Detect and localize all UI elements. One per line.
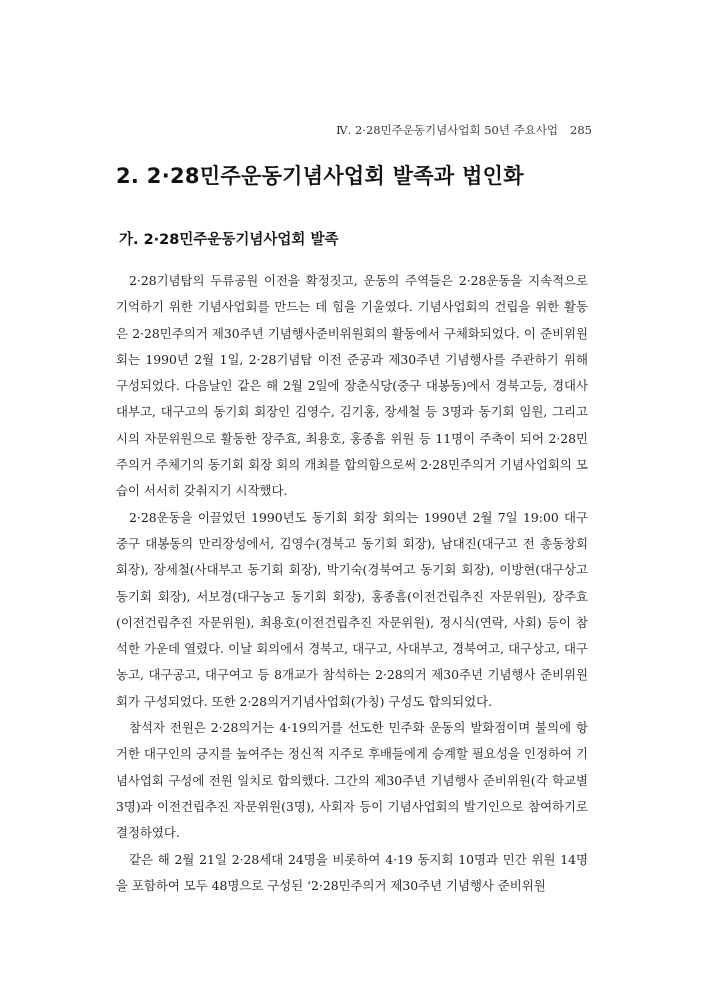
paragraph: 2·28운동을 이끌었던 1990년도 동기회 회장 회의는 1990년 2월 7일 19:00 대구 중구 대봉동의 만리장성에서, 김영수(경북고 동기회 회장), 남대진(대구고 전 총동창회 회장), 장세철(사대부고 동기회 회장), 박기숙(경북여고 동기회 회장), 이방현(대구상고 동기회 회장), 서보경(대구농고 동기회 회장), 홍종흠(이전건립추진 자문위원), 장주효(이전건립추진 자문위원), 최용호(이전건립추진 자문위원), 정시식(연락, 사회) 등이 참석한 가운데 열렸다. 이날 회의에서 경북고, 대구고, 사대부고, 경북여고, 대구상고, 대구농고, 대구공고, 대구여고 등 8개교가 참석하는 2·28의거 제30주년 기념행사 준비위원회가 구성되었다. 또한 2·28의거기념사업회(가칭) 구성도 합의되었다. bbox=[116, 509, 588, 709]
paragraph: 참석자 전원은 2·28의거는 4·19의거를 선도한 민주화 운동의 발화점이며 불의에 항거한 대구인의 긍지를 높여주는 정신적 지주로 후배들에게 승계할 필요성을 인정하여 기념사업회 구성에 전원 일치로 합의했다. 그간의 제30주년 기념행사 준비위원(각 학교별 3명)과 이전건립추진 자문위원(3명), 사회자 등이 기념사업회의 발기인으로 참여하기로 결정하였다. bbox=[116, 720, 588, 841]
page-number: 285 bbox=[570, 123, 592, 137]
section-title: 2. 2·28민주운동기념사업회 발족과 법인화 bbox=[116, 164, 524, 188]
body-text bbox=[116, 268, 588, 899]
paragraph: 같은 해 2월 21일 2·28세대 24명을 비롯하여 4·19 동지회 10명과 민간 위원 14명을 포함하여 모두 48명으로 구성된 ‘2·28민주의거 제30주년 기념행사 준비위원 bbox=[116, 851, 588, 893]
subsection-title: 가. 2·28민주운동기념사업회 발족 bbox=[119, 232, 339, 248]
running-header bbox=[336, 122, 592, 138]
running-header-title: Ⅳ. 2·28민주운동기념사업회 50년 주요사업 bbox=[336, 123, 559, 137]
paragraph: 2·28기념탑의 두류공원 이전을 확정짓고, 운동의 주역들은 2·28운동을 지속적으로 기억하기 위한 기념사업회를 만드는 데 힘을 기울였다. 기념사업회의 건립을 위한 활동은 2·28민주의거 제30주년 기념행사준비위원회의 활동에서 구체화되었다. 이 준비위원회는 1990년 2월 1일, 2·28기념탑 이전 준공과 제30주년 기념행사를 주관하기 위해 구성되었다. 다음날인 같은 해 2월 2일에 장춘식당(중구 대봉동)에서 경북고등, 경대사대부고, 대구고의 동기회 회장인 김영수, 김기홍, 장세철 등 3명과 동기회 임원, 그리고 시의 자문위원으로 활동한 장주효, 최용호, 홍종흠 위원 등 11명이 주축이 되어 2·28민주의거 주체기의 동기회 회장 회의 개최를 합의함으로써 2·28민주의거 기념사업회의 모습이 서서히 갖춰지기 시작했다. bbox=[116, 273, 588, 499]
